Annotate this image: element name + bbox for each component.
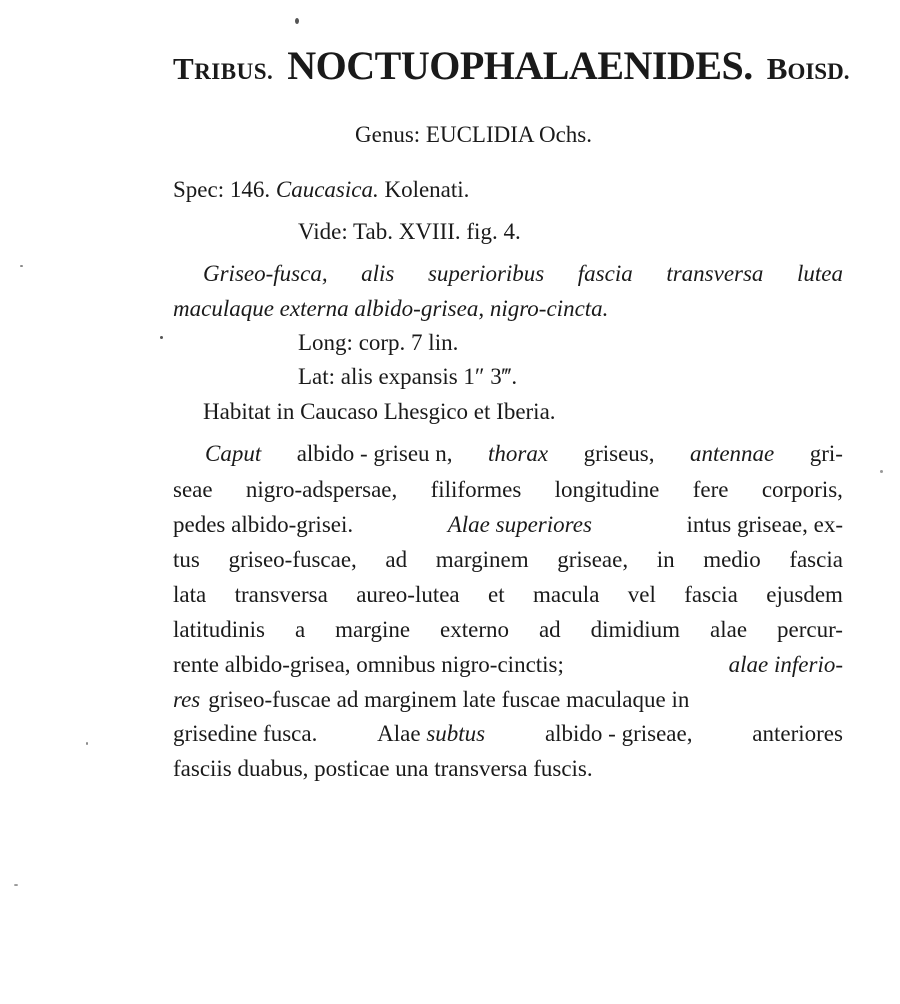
ink-speck [295, 18, 299, 24]
tribus-label: TRIBUS. [173, 51, 274, 86]
species-name: Caucasica. [275, 177, 379, 202]
ink-speck [86, 742, 88, 745]
ink-speck [14, 884, 18, 886]
species-line: Spec: 146. Caucasica. Kolenati. [173, 177, 470, 202]
species-author: Kolenati. [384, 177, 470, 202]
description-line-3: pedes albido-grisei. Alae superiores intus griseae, ex- [173, 512, 843, 537]
tribus-heading [173, 43, 850, 94]
ink-speck [20, 265, 23, 267]
description-line-10: fasciis duabus, posticae una transversa fuscis. [173, 756, 593, 781]
ink-speck [160, 336, 163, 339]
diagnosis-line-2: maculaque externa albido-grisea, nigro-cincta. [173, 296, 609, 321]
description-line-4: tus griseo-fuscae, ad marginem griseae, in medio fascia [173, 547, 843, 572]
tribus-author: BOISD. [766, 51, 850, 86]
description-line-9: grisedine fusca. Alae subtus albido - griseae, anteriores [173, 721, 843, 746]
description-line-7: rente albido-grisea, omnibus nigro-cinctis; alae inferio- [173, 652, 843, 677]
vide-line: Vide: Tab. XVIII. fig. 4. [298, 219, 521, 244]
description-line-2: seae nigro-adspersae, filiformes longitudine fere corporis, [173, 477, 843, 502]
genus-line: Genus: EUCLIDIA Ochs. [355, 122, 592, 147]
habitat-line: Habitat in Caucaso Lhesgico et Iberia. [203, 399, 556, 424]
long-measurement: Long: corp. 7 lin. [298, 330, 459, 355]
ink-speck [880, 470, 883, 473]
tribus-name: NOCTUOPHALAENIDES. [287, 43, 753, 88]
diagnosis-line-1: Griseo-fusca, alis superioribus fascia transversa lutea [203, 261, 843, 286]
lat-measurement: Lat: alis expansis 1″ 3‴. [298, 364, 518, 389]
description-line-5: lata transversa aureo-lutea et macula vel fascia ejusdem [173, 582, 843, 607]
description-line-6: latitudinis a margine externo ad dimidium alae percur- [173, 617, 843, 642]
description-line-1: Caput albido - griseu n, thorax griseus, antennae gri- [205, 441, 843, 466]
description-line-8: res griseo-fuscae ad marginem late fuscae maculaque in [173, 687, 690, 712]
